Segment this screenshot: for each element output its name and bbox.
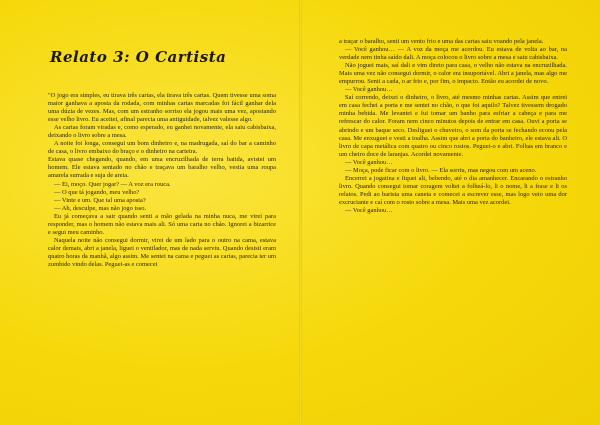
paragraph: — Você ganhou… — A voz da moça me acordou. Eu estava de volta ao bar, na verdade nem tinha saído dali. A moça colocou o livro sobre a mesa e saiu cabisbaixa. xyxy=(339,46,567,62)
dialogue-line: — Moça, pode ficar com o livro. — Ela sorriu, mas negou com um aceno. xyxy=(345,166,537,174)
paragraph: Estava quase chegando, quando, em uma encruzilhada de terra batida, avistei um homem. Ele estava sentado no chão e traçava um baralho velho, vestia uma roupa amarela surrada e suja de areia. xyxy=(48,156,276,180)
paragraph: Não joguei mais, saí dali e vim direto para casa, o velho não estava na encruzilhada. Mais uma vez não consegui dormir, o calor era insuportável. Abri a janela, mas algo me empurrou. Senti a cada, o ar frio e, por fim, o impacto. Então eu acordei de novo. xyxy=(339,62,567,86)
dialogue-line: — Você ganhou… xyxy=(345,86,393,94)
paragraph: Encerrei a jogatina e fiquei ali, bebendo, até o dia amanhecer. Encarando o estranho livro. Quando consegui tomar coragem voltei a folheá-lo, li o nome, li a frase e li os relatos. Pedi ao barista uma caneta e comecei a escrever esse, mas logo veio uma dor excruciante e caí com o rosto sobre a mesa. Mais uma vez acordei. xyxy=(339,174,567,206)
paragraph: Eu já começava a sair quando senti a mão gelada na minha nuca, me virei para responder, mas o homem não estava mais ali. Só uma carta no chão. Ignorei a bizarrice e segui meu caminho. xyxy=(48,212,276,236)
paragraph: "O jogo era simples, eu tirava três cartas, ela tirava três cartas. Quem tivesse uma soma maior ganhava a aposta da rodada, com minhas cartas marcadas foi fácil ganhar dela uma dúzia de vezes. Mas, com um estranho sorriso ela jogou mais uma vez, apostando esse velho livro. Eu aceitei, afinal parecia uma antiguidade, talvez valesse algo. xyxy=(48,92,276,124)
paragraph: Saí correndo, deixei o dinheiro, o livro, até mesmo minhas cartas. Assim que entrei em casa fechei a porta e me sentei no chão, o que foi aquilo? Talvez tivessem drogado minha bebida. Me levantei e fui tomar um banho para esfriar a cabeça e para me refrescar do calor. Foram nem cinco minutos depois de entrar em casa. Ouvi a porta se abrindo e um baque seco. Desliguei o chuveiro, o som da porta se fechando ecoou pela casa. Me enxuguei e vesti a toalha. Assim que abri a porta do banheiro, ele estava ali. O livro de capa metálica com quatro ou cinco rostos. Peguei-o e abri. Folhas em branco e um cheiro doce de laranjas. Acordei novamente. xyxy=(339,94,567,158)
paragraph: As cartas foram viradas e, como esperado, eu ganhei novamente, ela saiu cabisbaixa, deixando o livro sobre a mesa. xyxy=(48,124,276,140)
chapter-title: Relato 3: O Cartista xyxy=(50,48,227,66)
dialogue-line: — Vinte e um. Que tal uma aposta? xyxy=(54,196,146,204)
left-page-text xyxy=(48,92,276,269)
dialogue-line: — Ah, desculpe, mas não jogo isso. xyxy=(54,204,147,212)
paragraph: Naquela noite não consegui dormir, virei de um lado para o outro na cama, estava calor demais, abri a janela, liguei o ventilador, mas de nada serviu. Quando desisti eram quatro horas da manhã, algo assim. Me sentei na cama e peguei as cartas, parecia ter um zumbido vindo delas. Peguei-as e comecei xyxy=(48,236,276,268)
book-gutter xyxy=(299,0,302,425)
dialogue-line: — Você ganhou… xyxy=(345,158,393,166)
right-page-text xyxy=(339,38,567,215)
paragraph: a traçar o baralho, senti um vento frio e uma das cartas saiu voando pela janela. xyxy=(339,38,544,45)
dialogue-line: — Você ganhou… xyxy=(345,206,393,214)
dialogue-line: — Ei, moço. Quer jogar? — A voz era rouca. xyxy=(54,180,171,188)
dialogue-line: — O que tá jogando, meu velho? xyxy=(54,188,140,196)
paragraph: A noite foi longa, consegui um bom dinheiro e, na madrugada, saí do bar a caminho de casa, o livro embaixo do braço e o dinheiro na carteira. xyxy=(48,140,276,156)
